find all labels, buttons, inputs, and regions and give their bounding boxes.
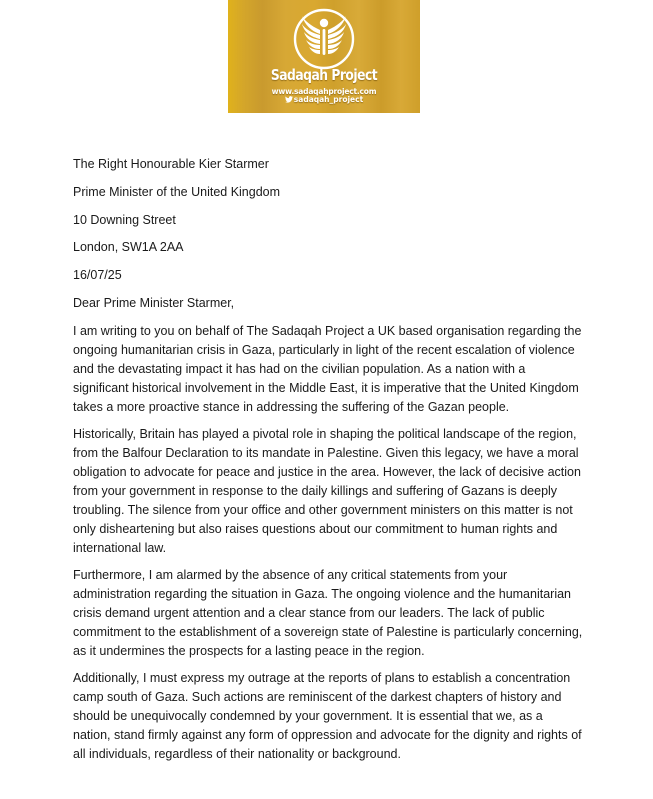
recipient-title: The Right Honourable Kier Starmer: [73, 157, 269, 171]
salutation: Dear Prime Minister Starmer,: [73, 295, 235, 310]
paragraph-statements: Furthermore, I am alarmed by the absence of any critical statements from your administration regarding the situation in Gaza. The ongoing violence and the humanitarian crisis demand urgent attention and a clear stance from our leaders. The lack of public commitment to the establishment of a sovereign state of Palestine is particularly concerning, as it undermines the prospects for a lasting peace in the region.: [73, 567, 583, 658]
paragraph-history: Historically, Britain has played a pivotal role in shaping the political landscape of the region, from the Balfour Declaration to its mandate in Palestine. Given this legacy, we have a moral obligation to advocate for peace and justice in the area. However, the lack of decisive action from your government in response to the daily killings and suffering of Gazans is deeply troubling. The silence from your office and other government ministers on this matter is not only disheartening but also raises questions about our commitment to human rights and international law.: [73, 426, 581, 555]
paragraph-outrage: Additionally, I must express my outrage at the reports of plans to establish a concentration camp south of Gaza. Such actions are reminiscent of the darkest chapters of history and should be unequivocally condemned by your government. It is essential that we, as a nation, stand firmly against any form of oppression and advocate for the dignity and rights of all individuals, regardless of their nationality or background.: [73, 670, 582, 761]
brand-twitter: [228, 95, 420, 104]
letter-date: 16/07/25: [73, 268, 122, 283]
brand-website: www.sadaqahproject.com: [271, 87, 377, 96]
recipient-street: 10 Downing Street: [73, 212, 176, 227]
paragraph-intro: I am writing to you on behalf of The Sadaqah Project a UK based organisation regarding the ongoing humanitarian crisis in Gaza, particularly in light of the recent escalation of violence and the devastating impact it has had on the civilian population. As a nation with a significant historical involvement in the Middle East, it is imperative that the United Kingdom takes a more proactive stance in addressing the suffering of the Gazan people.: [73, 323, 582, 414]
brand-twitter-handle: sadaqah_project: [293, 95, 364, 104]
recipient-city-postcode: London, SW1A 2AA: [73, 240, 184, 255]
twitter-bird-icon: [285, 96, 293, 103]
winged-emblem-icon: [293, 8, 355, 70]
recipient-position: Prime Minister of the United Kingdom: [73, 184, 281, 199]
brand-name: Sadaqah Project: [270, 66, 378, 84]
letter-body: [73, 155, 583, 772]
sadaqah-project-logo: [228, 0, 420, 113]
